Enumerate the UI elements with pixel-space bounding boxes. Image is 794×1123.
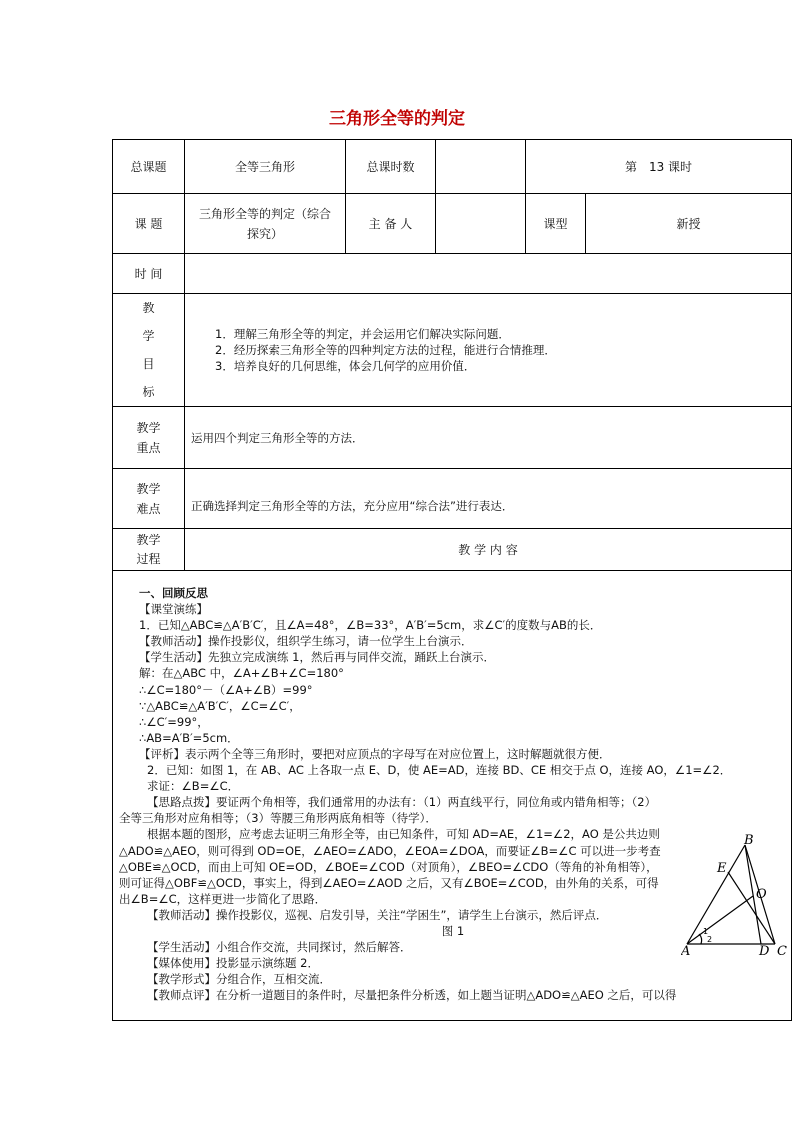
hint-1: 【思路点拨】要证两个角相等，我们通常用的办法有：（1）两直线平行，同位角或内错角相等；（2）全等三角形对应角相等；（3）等腰三角形两底角相等（待学）． (119, 795, 657, 826)
side-AB (687, 845, 745, 944)
media-usage: 【媒体使用】投影显示演练题 2． (147, 956, 319, 971)
section-heading: 一、回顾反思 (139, 586, 208, 600)
question-1: 1．已知△ABC≌△A′B′C′，且∠A=48°，∠B=33°，A′B′=5cm，求∠C′的度数与AB的长． (139, 618, 602, 633)
label-key-points-line2: 重点 (136, 440, 161, 455)
lesson-type-value: 新授 (586, 194, 792, 254)
student-activity-2: 【学生活动】小组合作交流，共同探讨，然后解答． (147, 940, 412, 955)
solution-line: ∴∠C′=99°， (139, 714, 209, 729)
teacher-activity-2: 【教师活动】操作投影仪，巡视、启发引导，关注“学困生”，请学生上台演示，然后评点． (147, 907, 608, 922)
page-title: 三角形全等的判定 (329, 109, 465, 129)
practice-heading: 【课堂演练】 (139, 602, 208, 617)
point-C: C (777, 944, 787, 958)
subject-value: 三角形全等的判定（综合探究） (185, 194, 346, 254)
label-goals-char-3: 目 (142, 357, 155, 371)
solution-line: 解：在△ABC 中，∠A+∠B+∠C=180° (139, 666, 344, 681)
teaching-form: 【教学形式】分组合作，互相交流． (147, 972, 331, 987)
label-goals (113, 294, 185, 407)
lesson-number: 第 13 课时 (526, 140, 792, 194)
point-D: D (759, 944, 770, 958)
key-points-text: 运用四个判定三角形全等的方法． (185, 407, 792, 469)
question-2: 2．已知：如图 1，在 AB、AC 上各取一点 E、D，使 AE=AD，连接 BD、CE 相交于点 O，连接 AO，∠1=∠2． (147, 763, 732, 778)
solution-line: ∴∠C=180°－（∠A+∠B）=99° (139, 682, 313, 697)
label-total-hours: 总课时数 (346, 140, 436, 194)
row-goals (113, 294, 792, 407)
goals-list (185, 294, 792, 407)
total-hours-value (436, 140, 526, 194)
solution-line: ∵△ABC≌△A′B′C′，∠C=∠C′， (139, 698, 301, 713)
label-process (113, 529, 185, 571)
process-header: 教 学 内 容 (185, 529, 792, 571)
label-difficulties-line2: 难点 (136, 501, 161, 516)
lesson-content (113, 571, 792, 1021)
label-topic: 总课题 (113, 140, 185, 194)
row-difficulties (113, 469, 792, 529)
row-subject (113, 194, 792, 254)
preparer-value (436, 194, 526, 254)
goal-item: 3．培养良好的几何思维，体会几何学的应用价值． (215, 359, 476, 373)
teacher-comment: 【教师点评】在分析一道题目的条件时，尽量把条件分析透，如上题当证明△ADO≌△AEO 之后，可以得 (147, 988, 677, 1003)
difficulties-text: 正确选择判定三角形全等的方法，充分应用“综合法”进行表达． (185, 469, 792, 529)
point-E: E (717, 861, 727, 876)
hint-2: 根据本题的图形，应考虑去证明三角形全等，由已知条件，可知 AD=AE，∠1=∠2，AO 是公共边则△ADO≌△AEO，则可得到 OD=OE，∠AEO=∠ADO，∠EOA=∠DOA，而要证∠B=∠C 可以进一步考查△OBE≌△OCD，而由上可知 OE=OD，∠BOE=∠COD（对顶角），∠BEO=∠CDO（等角的补角相等），则可证得△OBF≌△OCD，事实上，得到∠AEO=∠AOD 之后，又有∠BOE=∠COD，由外角的关系，可得出∠B=∠C，这样更进一步简化了思路． (119, 827, 661, 906)
label-key-points (113, 407, 185, 469)
time-value (185, 254, 792, 294)
topic-value: 全等三角形 (185, 140, 346, 194)
label-difficulties-line1: 教学 (136, 481, 161, 496)
goal-item: 2．经历探索三角形全等的四种判定方法的过程，能进行合情推理． (215, 343, 556, 357)
label-process-line2: 过程 (136, 551, 161, 566)
label-key-points-line1: 教学 (136, 420, 161, 435)
row-key-points (113, 407, 792, 469)
label-goals-char-1: 教 (142, 301, 155, 315)
label-preparer: 主 备 人 (346, 194, 436, 254)
angle-2-label: 2 (707, 935, 713, 944)
row-process (113, 529, 792, 571)
label-subject: 课 题 (113, 194, 185, 254)
label-process-line1: 教学 (136, 532, 161, 547)
label-goals-char-4: 标 (142, 385, 155, 399)
row-time (113, 254, 792, 294)
label-difficulties (113, 469, 185, 529)
point-B: B (744, 834, 754, 848)
teacher-activity-1: 【教师活动】操作投影仪，组织学生练习，请一位学生上台演示． (139, 634, 473, 649)
row-topic (113, 140, 792, 194)
comment-1: 【评析】表示两个全等三角形时，要把对应顶点的字母写在对应位置上，这时解题就很方便． (139, 746, 611, 761)
label-time: 时 间 (113, 254, 185, 294)
prove-statement: 求证：∠B=∠C． (147, 779, 240, 794)
point-O: O (756, 887, 767, 902)
angle-1-label: 1 (703, 927, 709, 936)
point-A: A (681, 944, 691, 958)
figure-caption: 图 1 (441, 923, 465, 938)
student-activity-1: 【学生活动】先独立完成演练 1，然后再与同伴交流，踊跃上台演示． (139, 650, 495, 665)
label-lesson-type: 课型 (526, 194, 586, 254)
row-content (113, 571, 792, 1021)
solution-line: ∴AB=A′B′=5cm． (139, 730, 239, 745)
goal-item: 1．理解三角形全等的判定，并会运用它们解决实际问题． (215, 327, 510, 341)
triangle-figure (681, 834, 789, 958)
segment-AO (687, 896, 753, 944)
label-goals-char-2: 学 (142, 329, 155, 343)
lesson-plan-table (112, 139, 792, 1021)
